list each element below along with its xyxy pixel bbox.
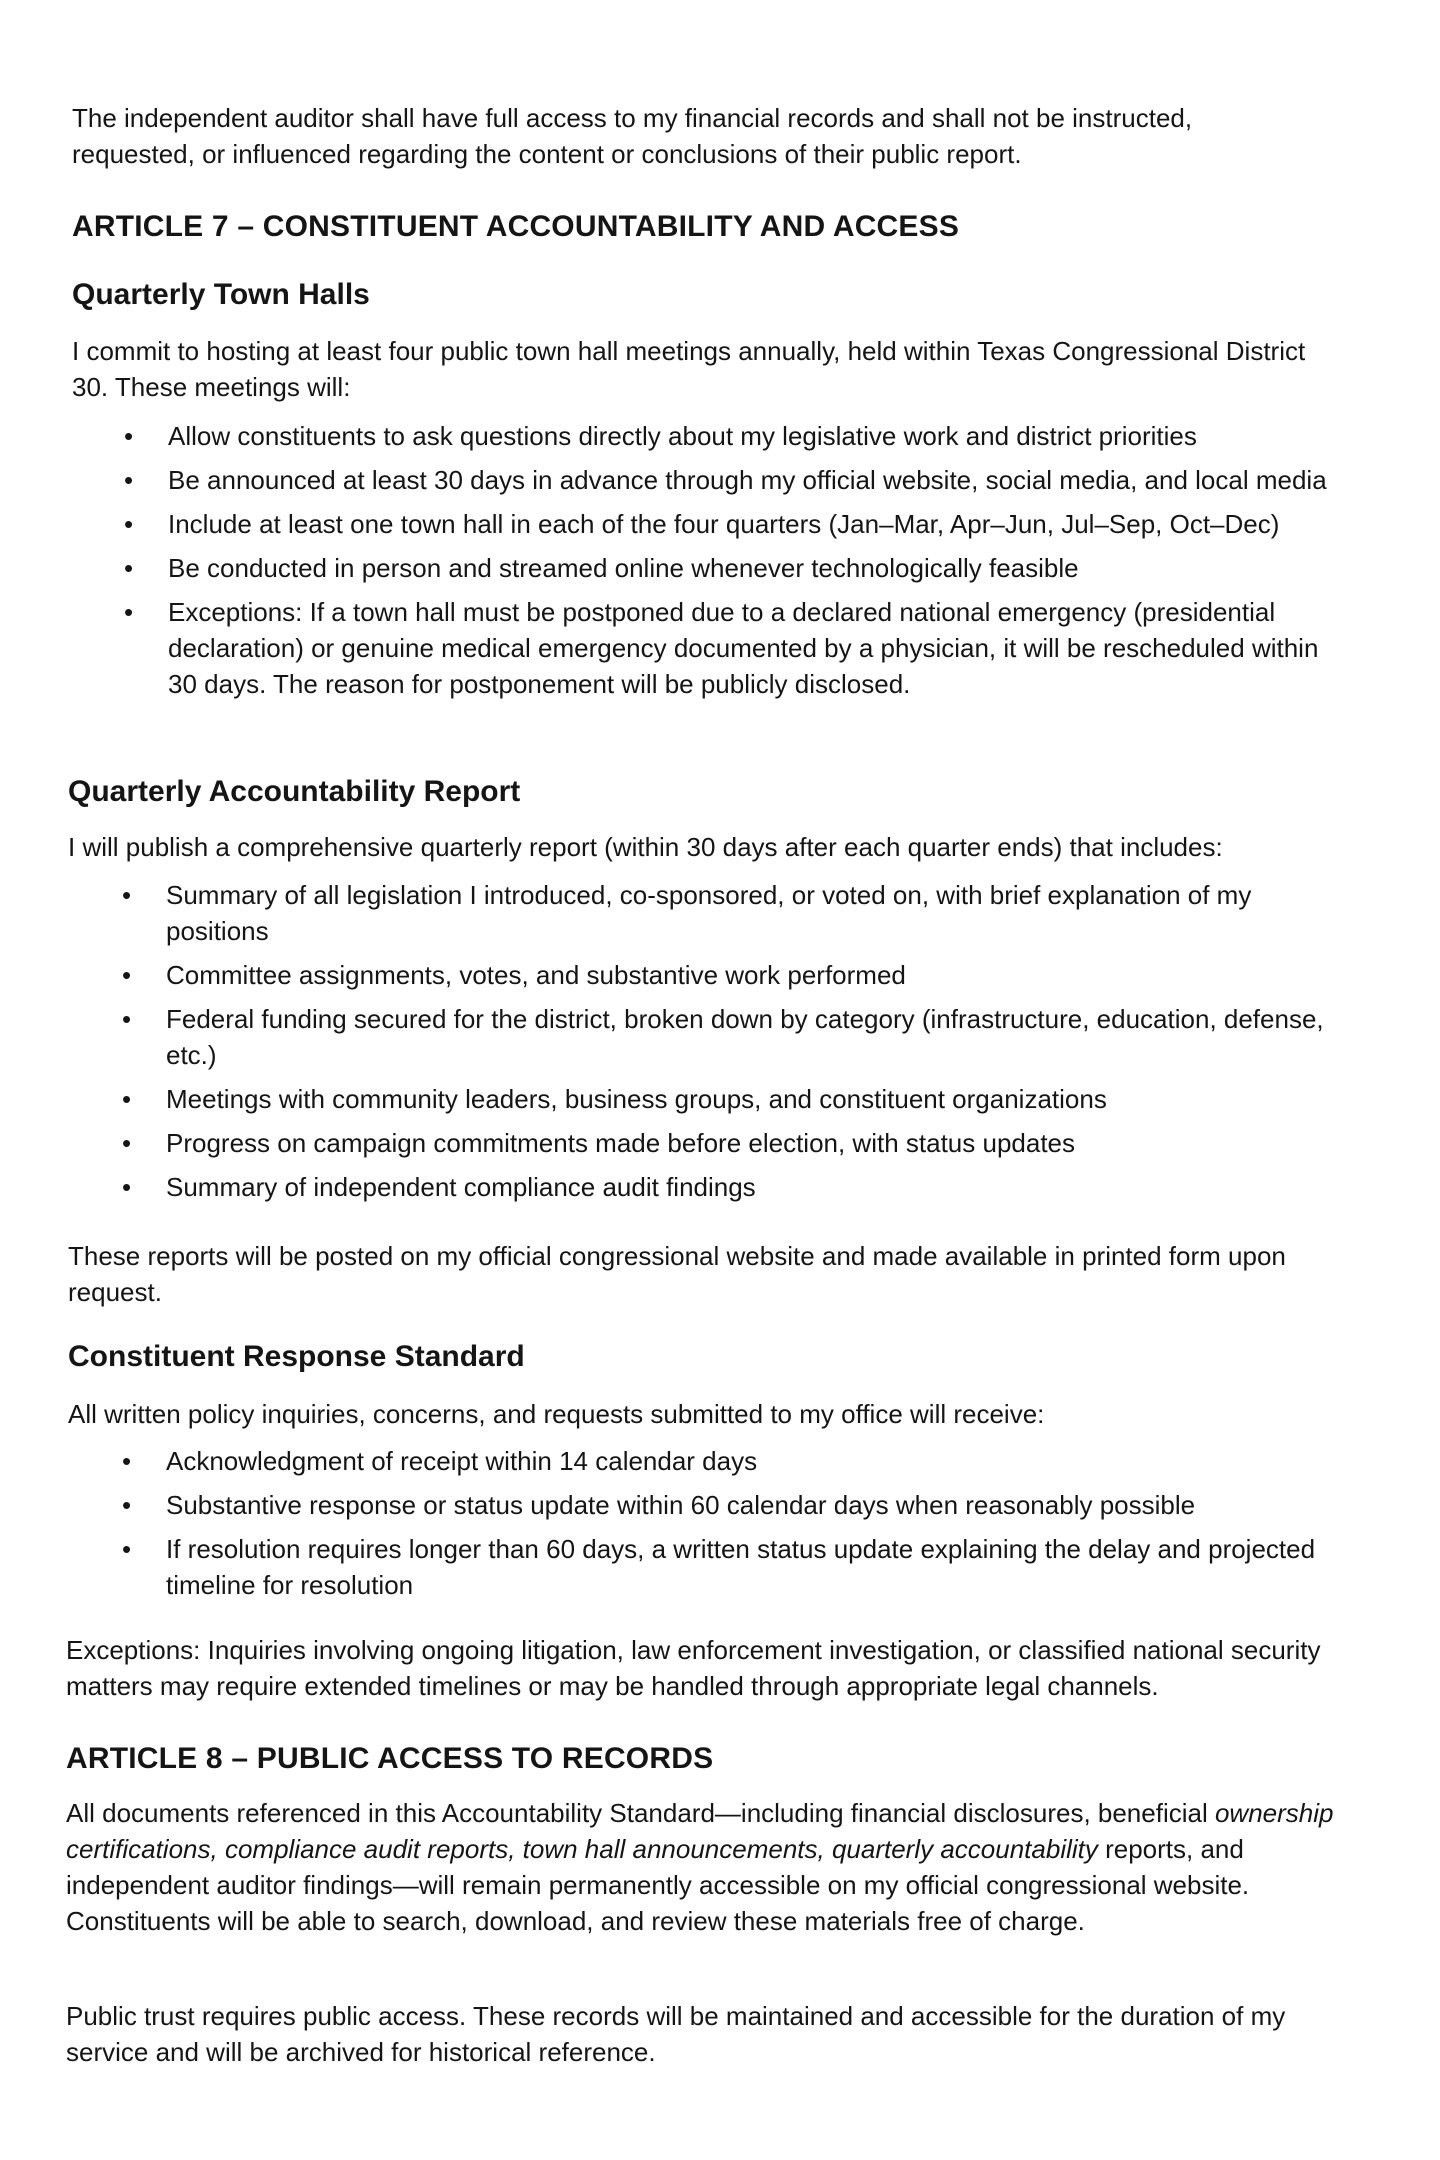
town-halls-intro: I commit to hosting at least four public town hall meetings annually, held within Texas Congressional District 30. These meetings will: [72,336,1306,402]
list-item: • Federal funding secured for the district, broken down by category (infrastructure, education, defense, etc.) [122,1001,1342,1073]
response-heading: Constituent Response Standard [68,1340,525,1373]
town-halls-heading: Quarterly Town Halls [72,278,370,311]
response-exceptions: Exceptions: Inquiries involving ongoing litigation, law enforcement investigation, or classified national security matters may require extended timelines or may be handled through appropriate legal channels. [66,1635,1321,1701]
article-8-paragraph-1 [66,1795,1366,1939]
town-halls-list [124,418,1344,710]
list-item: • Meetings with community leaders, business groups, and constituent organizations [122,1081,1342,1117]
list-item: • Summary of all legislation I introduced, co-sponsored, or voted on, with brief explanation of my positions [122,877,1342,949]
list-item: • Exceptions: If a town hall must be postponed due to a declared national emergency (presidential declaration) or genuine medical emergency documented by a physician, it will be rescheduled within 30 days. The reason for postponement will be publicly disclosed. [124,594,1344,702]
report-intro: I will publish a comprehensive quarterly report (within 30 days after each quarter ends) that includes: [68,832,1223,862]
report-heading: Quarterly Accountability Report [68,775,521,808]
report-list [122,877,1342,1213]
list-item: • Be announced at least 30 days in advance through my official website, social media, and local media [124,462,1344,498]
list-item: • Substantive response or status update within 60 calendar days when reasonably possible [122,1487,1342,1523]
list-item: • Committee assignments, votes, and substantive work performed [122,957,1342,993]
article-7-title: ARTICLE 7 – CONSTITUENT ACCOUNTABILITY AND ACCESS [72,210,960,243]
report-outro: These reports will be posted on my official congressional website and made available in printed form upon request. [68,1241,1286,1307]
list-item: • Include at least one town hall in each of the four quarters (Jan–Mar, Apr–Jun, Jul–Sep, Oct–Dec) [124,506,1344,542]
para-1-italic: ownership certifications, compliance audit reports, town hall announcements, quarterly accountability [66,1798,1334,1864]
para-1-start: All documents referenced in this Accountability Standard—including financial disclosures, beneficial [66,1798,1215,1828]
list-item: • Allow constituents to ask questions directly about my legislative work and district priorities [124,418,1344,454]
list-item: • If resolution requires longer than 60 days, a written status update explaining the delay and projected timeline for resolution [122,1531,1342,1603]
article-8-title: ARTICLE 8 – PUBLIC ACCESS TO RECORDS [66,1742,714,1775]
list-item: • Be conducted in person and streamed online whenever technologically feasible [124,550,1344,586]
intro-paragraph: The independent auditor shall have full access to my financial records and shall not be instructed, requested, or influenced regarding the content or conclusions of their public report. [72,103,1193,169]
response-list [122,1443,1342,1611]
list-item: • Progress on campaign commitments made before election, with status updates [122,1125,1342,1161]
list-item: • Summary of independent compliance audit findings [122,1169,1342,1205]
list-item: • Acknowledgment of receipt within 14 calendar days [122,1443,1342,1479]
article-8-paragraph-2: Public trust requires public access. These records will be maintained and accessible for the duration of my service and will be archived for historical reference. [66,2001,1286,2067]
response-intro: All written policy inquiries, concerns, and requests submitted to my office will receive: [68,1399,1045,1429]
para-1-end: reports, and independent auditor findings—will remain permanently accessible on my official congressional website. Constituents will be able to search, download, and review these materials free of charge. [66,1834,1250,1936]
